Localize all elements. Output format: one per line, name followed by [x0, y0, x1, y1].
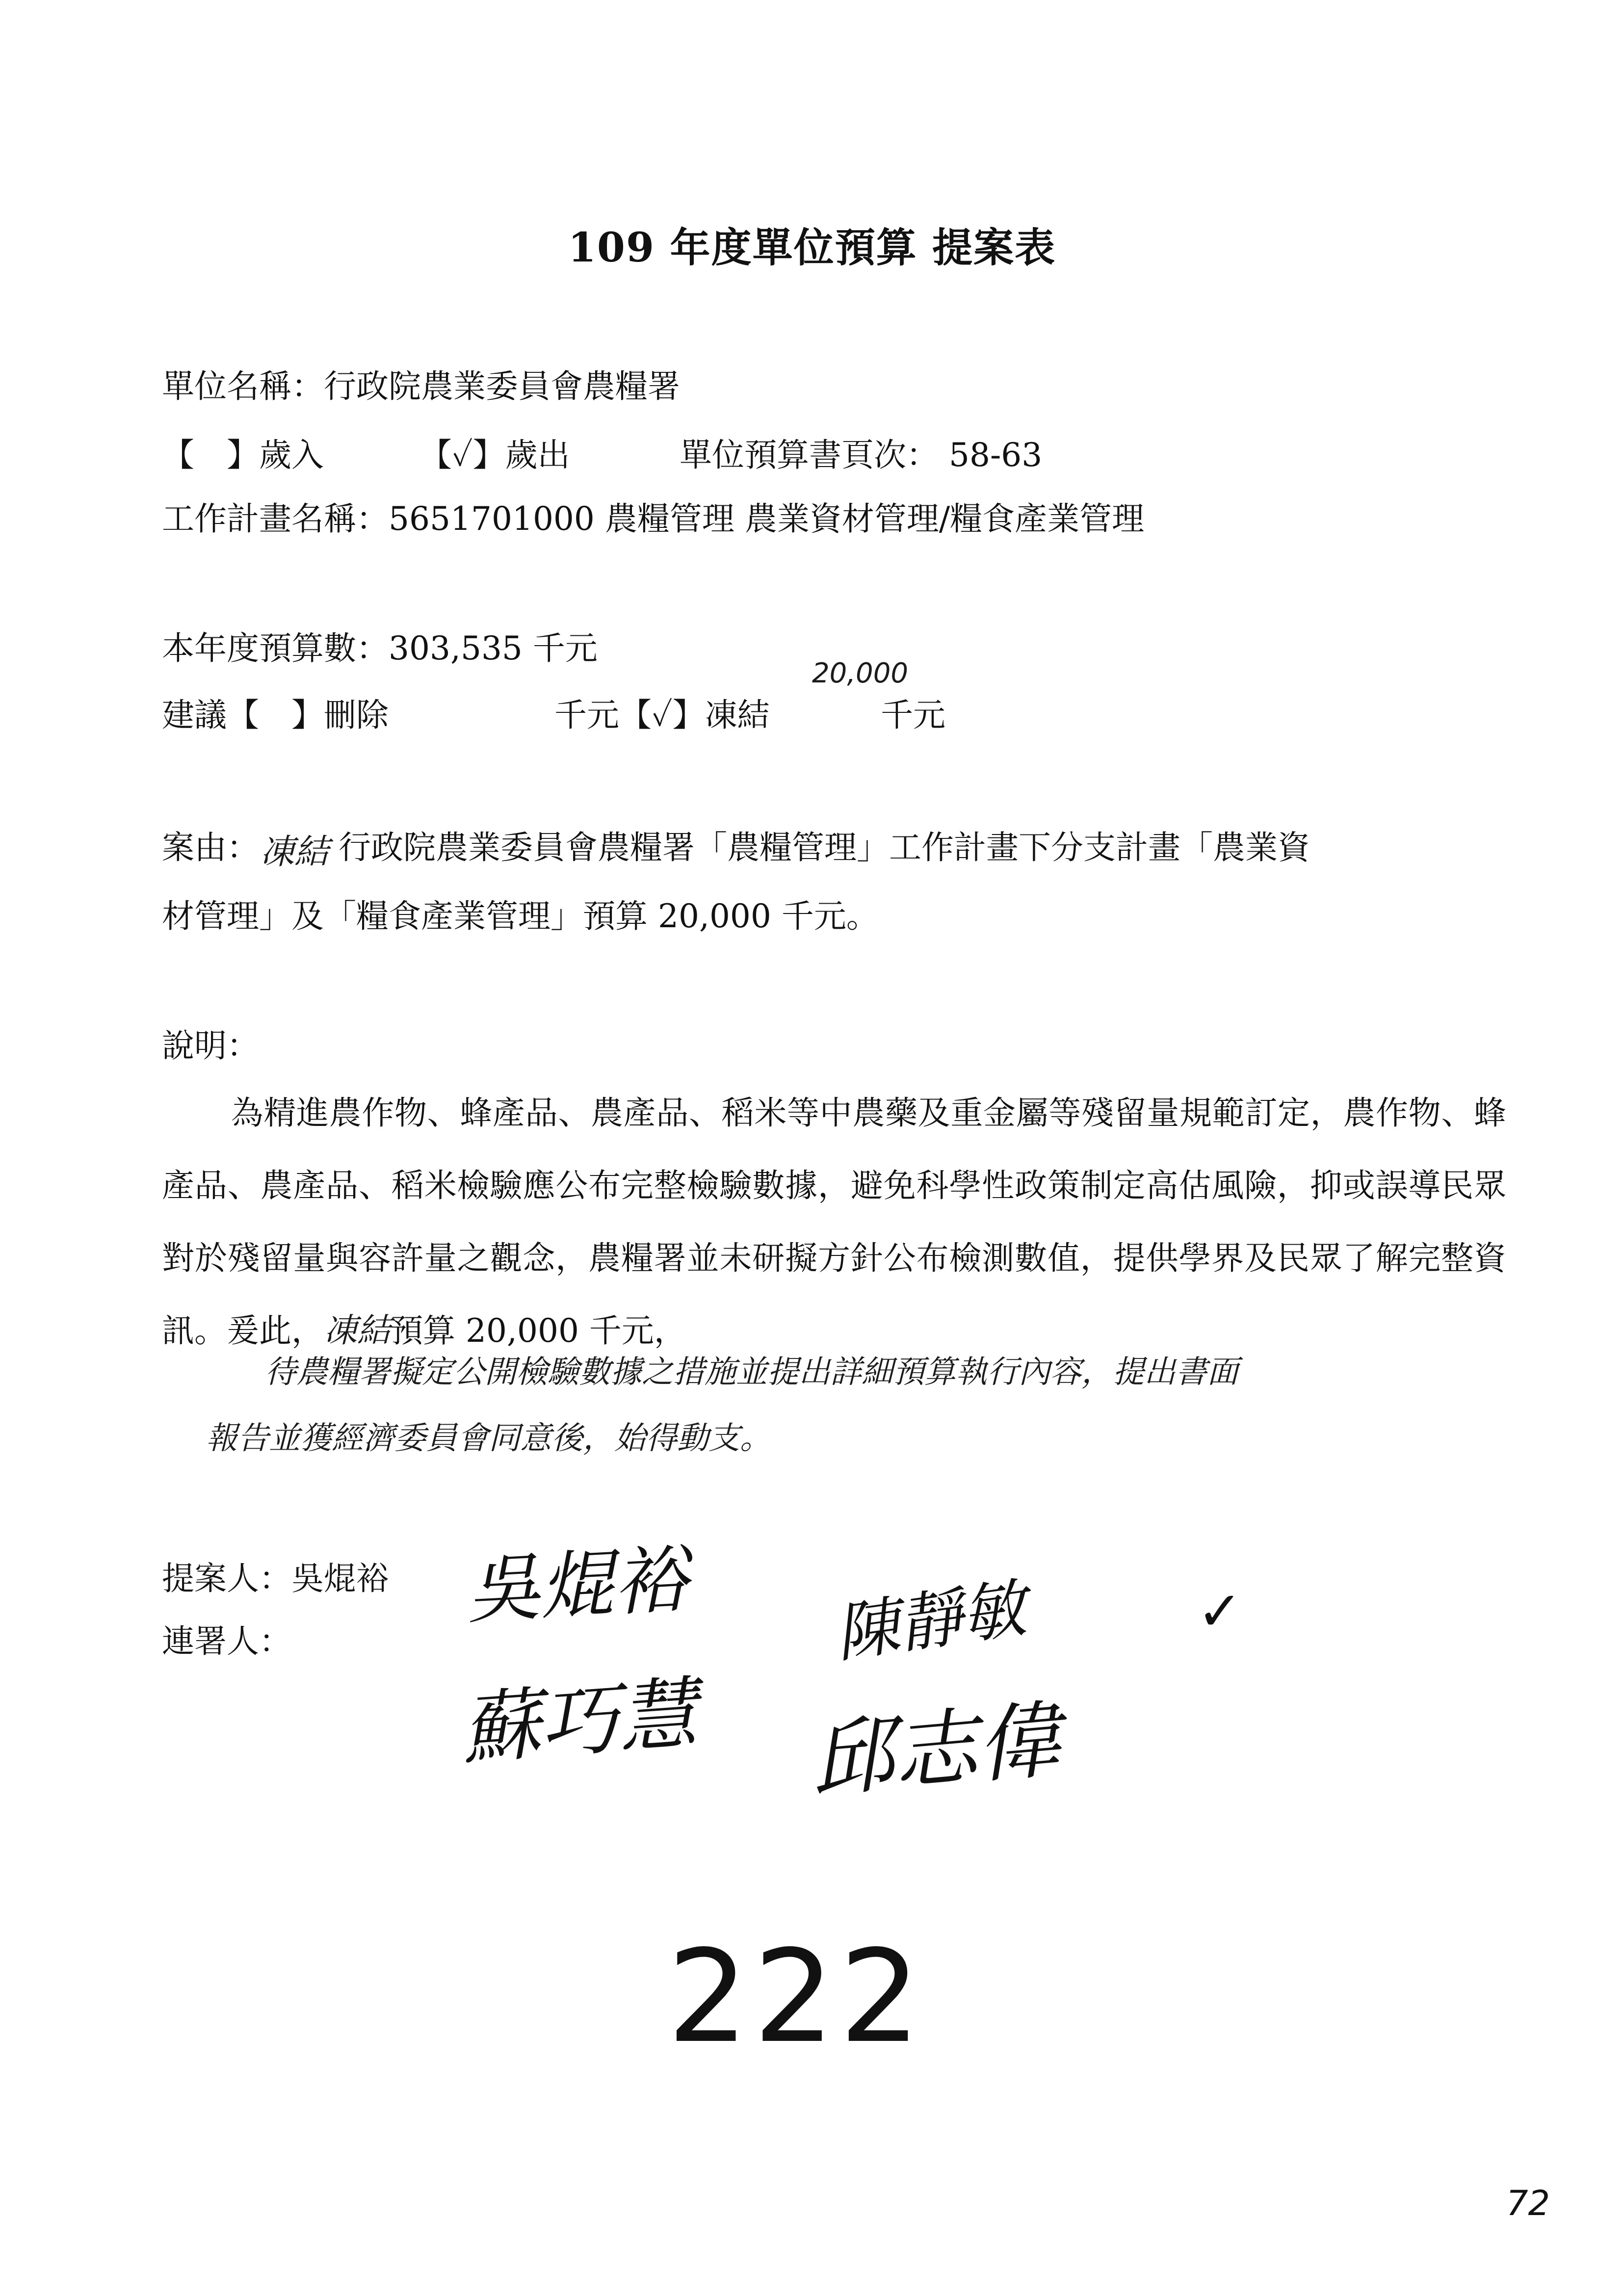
explanation-label: 說明：	[162, 1027, 259, 1065]
proposer-signature: 吳焜裕	[464, 1537, 689, 1634]
check-mark: ✓	[1197, 1580, 1243, 1643]
cosigner-signature-1: 陳靜敏	[830, 1570, 1031, 1671]
proposal-freeze-label: 千元【✓】凍結	[554, 696, 770, 734]
reason-line-2: 材管理」及「糧食產業管理」預算 20,000 千元。	[162, 897, 879, 935]
explanation-handwritten-line-2: 報告並獲經濟委員會同意後，始得動支。	[206, 1420, 771, 1457]
freeze-amount-handwritten: 20,000	[812, 657, 908, 689]
handwritten-number: 222	[667, 1923, 926, 2071]
freeze-unit: 千元	[881, 696, 945, 734]
reason-handwritten-freeze: 凍結	[260, 832, 329, 872]
reason-line-1: 行政院農業委員會農糧署「農糧管理」工作計畫下分支計畫「農業資	[339, 829, 1310, 866]
explanation-handwritten-freeze: 凍結	[324, 1311, 391, 1350]
reason-label: 案由：	[162, 829, 259, 866]
work-plan-name: 工作計畫名稱：5651701000 農糧管理 農業資材管理/糧食產業管理	[162, 500, 1145, 538]
current-budget: 本年度預算數：303,535 千元	[162, 629, 598, 667]
expenditure-checkbox-label: 【✓】歲出	[419, 436, 570, 474]
cosigner-label: 連署人：	[162, 1622, 291, 1660]
budget-page-reference: 單位預算書頁次： 58-63	[680, 436, 1043, 474]
explanation-handwritten-line-1: 待農糧署擬定公開檢驗數據之措施並提出詳細預算執行內容，提出書面	[265, 1354, 1238, 1390]
explanation-typed-text: 為精進農作物、蜂產品、農產品、稻米等中農藥及重金屬等殘留量規範訂定，農作物、蜂產品、農產品、稻米檢驗應公布完整檢驗數據，避免科學性政策制定高估風險，抑或誤導民眾對於殘留量與容許量之觀念，農糧署並未研擬方針公布檢測數值，提供學界及民眾了解完整資訊。爰此，	[162, 1094, 1506, 1350]
proposal-delete-label: 建議【 】刪除	[162, 696, 389, 734]
cosigner-signature-2: 蘇巧慧	[459, 1667, 700, 1775]
explanation-typed-tail: 預算 20,000 千元，	[391, 1312, 686, 1350]
proposer-label: 提案人：吳焜裕	[162, 1560, 389, 1597]
document-title: 109 年度單位預算 提案表	[568, 224, 1056, 271]
explanation-paragraph	[162, 1077, 1506, 1367]
page-number: 72	[1506, 2183, 1550, 2223]
cosigner-signature-3: 邱志偉	[806, 1691, 1065, 1810]
revenue-checkbox-label: 【 】歲入	[162, 436, 324, 474]
unit-name: 單位名稱：行政院農業委員會農糧署	[162, 367, 680, 405]
